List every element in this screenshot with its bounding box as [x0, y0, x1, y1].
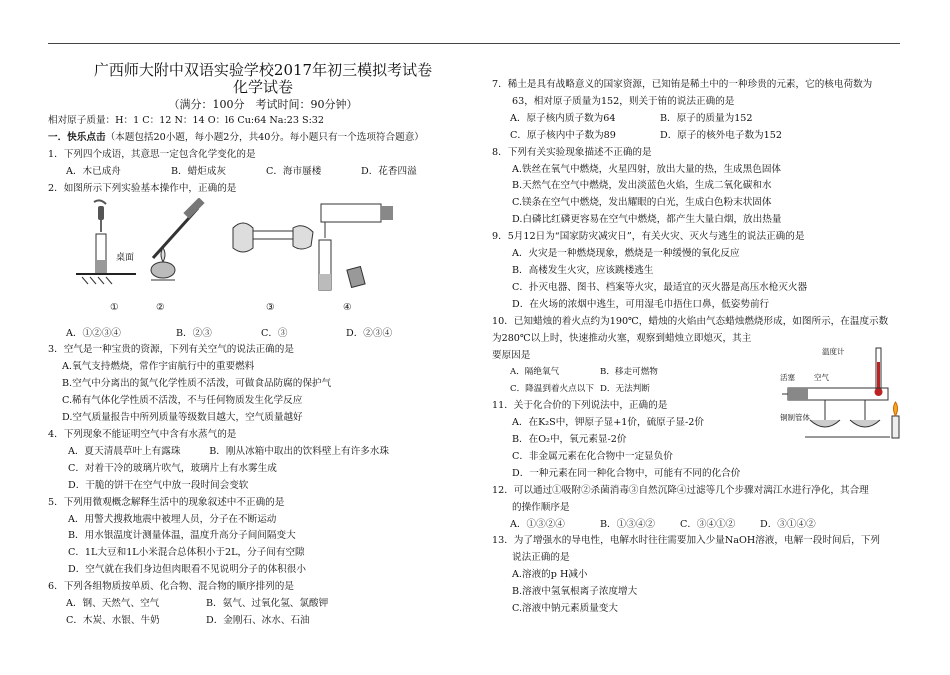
question-10-figure [780, 342, 910, 452]
question-7-stem: 7．稀土是具有战略意义的国家资源，已知铕是稀土中的一种珍贵的元素，它的核电荷数为 [492, 79, 873, 90]
option: A．火灾是一种燃烧现象，燃烧是一种缓慢的氧化反应 [512, 248, 740, 260]
hand-figure [223, 198, 323, 288]
question-10-stem-cont: 为280℃以上时，快速推动火塞，观察到蜡烛立即熄灭，其主 [492, 332, 752, 344]
question-4-stem: 4．下列现象不能证明空气中含有水蒸气的是 [48, 428, 237, 440]
tube-label: 铜制管体 [780, 413, 810, 422]
option: D．原子的核外电子数为152 [660, 129, 782, 141]
option: C．③ [261, 327, 288, 339]
heating-figure [143, 198, 223, 288]
piston-label: 活塞 [780, 373, 795, 382]
option: B．原子的质量为152 [660, 112, 753, 124]
option: C．海市蜃楼 [266, 165, 322, 177]
option: A．①③②④ [510, 518, 565, 530]
option: B．氨气、过氧化氢、氯酸钾 [206, 598, 329, 610]
option: A．隔绝氧气 [510, 367, 560, 378]
question-7-stem-cont: 63，相对原子质量为152，则关于铕的说法正确的是 [512, 95, 735, 107]
section-title: 一．快乐点击 [48, 131, 106, 143]
option: A.铁丝在氧气中燃烧，火星四射，放出大量的热，生成黑色固体 [512, 163, 782, 175]
option: D．一种元素在同一种化合物中，可能有不同的化合价 [512, 467, 741, 479]
figure-label: ④ [343, 301, 352, 313]
option: B.天然气在空气中燃烧，发出淡蓝色火焰，生成二氧化碳和水 [512, 180, 772, 192]
option: B.空气中分离出的氮气化学性质不活泼，可做食品防腐的保护气 [62, 378, 332, 390]
exam-title: 广西师大附中双语实验学校2017年初三模拟考试卷 [93, 61, 433, 79]
question-8-stem: 8．下列有关实验现象描述不正确的是 [492, 146, 652, 158]
option: A．用警犬搜救地震中被埋人员，分子在不断运动 [68, 513, 277, 525]
figure-label: ① [110, 301, 119, 313]
option: C.镁条在空气中燃烧，发出耀眼的白光，生成白色粉末状固体 [512, 197, 772, 209]
question-6-options [48, 613, 478, 630]
option: C．降温到着火点以下 [510, 384, 594, 395]
pouring-figure [313, 198, 403, 298]
option: D．空气就在我们身边但肉眼看不见说明分子的体积很小 [68, 564, 306, 576]
option: D．花香四溢 [361, 165, 417, 177]
option: A．钢、天然气、空气 [66, 598, 160, 610]
option: D.空气质量报告中所列质量等级数目越大，空气质量越好 [62, 412, 303, 424]
section-instructions: （本题包括20小题，每小题2分，共40分。每小题只有一个选项符合题意） [105, 131, 424, 143]
air-label: 空气 [814, 373, 829, 382]
question-12-stem: 12．可以通过①吸附②杀菌消毒③自然沉降④过滤等几个步骤对漓江水进行净化，其合理 [492, 484, 869, 496]
question-5-stem: 5．下列用微观概念解释生活中的现象叙述中不正确的是 [48, 496, 285, 508]
question-9-stem: 9．5月12日为“国家防灾减灾日”，有关火灾、灭火与逃生的说法正确的是 [492, 231, 805, 243]
question-10-stem-cont: 要原因是 [492, 349, 531, 361]
option: C．原子核内中子数为89 [510, 129, 616, 141]
option: C．木炭、水银、牛奶 [66, 614, 160, 626]
question-11-stem: 11．关于化合价的下列说法中，正确的是 [492, 400, 668, 412]
question-1-stem: 1．下列四个成语，其意思一定包含化学变化的是 [48, 148, 256, 160]
exam-subtitle: 化学试卷 [232, 78, 293, 96]
option: D．③①④② [760, 518, 816, 530]
option: A．①②③④ [66, 327, 121, 339]
figure-label: ③ [266, 301, 275, 313]
option: A．木已成舟 [66, 165, 121, 177]
option: B．在O₂中，氧元素显-2价 [512, 434, 627, 446]
option: D.白磷比红磷更容易在空气中燃烧，都产生大量白烟，放出热量 [512, 214, 782, 226]
exam-meta: （满分：100分 考试时间：90分钟） [168, 98, 358, 111]
option: B．用水银温度计测量体温，温度升高分子间间隔变大 [68, 530, 296, 542]
question-3-stem: 3．空气是一种宝贵的资源，下列有关空气的说法正确的是 [48, 344, 294, 356]
header-rule [48, 43, 900, 44]
option: C．对着干冷的玻璃片吹气，玻璃片上有水雾生成 [68, 462, 277, 474]
option: D．干脆的饼干在空气中放一段时间会变软 [68, 479, 249, 491]
option: A．在K₂S中，钾原子显+1价，硫原子显-2价 [512, 417, 704, 429]
question-1-options [48, 164, 478, 181]
question-2-options [48, 326, 478, 343]
option: D．②③④ [346, 327, 393, 339]
option: B．②③ [176, 327, 212, 339]
option: C.稀有气体化学性质不活泼，不与任何物质发生化学反应 [62, 395, 303, 407]
question-7-options [492, 111, 908, 128]
question-2-figures [48, 198, 478, 326]
question-6-options [48, 596, 478, 613]
option: B．高楼发生火灾，应该跳楼逃生 [512, 264, 654, 276]
question-12-stem-cont: 的操作顺序是 [512, 501, 570, 513]
question-6-stem: 6．下列各组物质按单质、化合物、混合物的顺序排列的是 [48, 581, 294, 593]
option: D．无法判断 [600, 384, 650, 395]
option: C．1L大豆和1L小米混合总体积小于2L，分子间有空隙 [68, 547, 305, 559]
thermometer-label: 温度计 [822, 347, 845, 356]
question-2-stem: 2．如图所示下列实验基本操作中，正确的是 [48, 182, 237, 194]
option: D．金刚石、冰水、石油 [206, 614, 310, 626]
section-heading [48, 130, 478, 147]
option: C.溶液中钠元素质量变大 [512, 603, 618, 615]
option: D．在火场的浓烟中逃生，可用湿毛巾捂住口鼻，低姿势前行 [512, 298, 770, 310]
question-13-stem-cont: 说法正确的是 [512, 552, 570, 564]
option: B．①③④② [600, 518, 656, 530]
question-13-stem: 13．为了增强水的导电性，电解水时往往需要加入少量NaOH溶液，电解一段时间后，下列 [492, 535, 880, 547]
left-column [48, 62, 478, 630]
atomic-masses: 相对原子质量：H：1 C：12 N：14 O：l6 Cu:64 Na:23 S:32 [48, 115, 325, 126]
question-7-options [492, 128, 908, 145]
option: A．原子核内质子数为64 [510, 112, 616, 124]
figure-label: ② [156, 301, 165, 313]
option: C．③④①② [680, 518, 736, 530]
option: C．扑灭电器、图书、档案等火灾，最适宜的灭火器是高压水枪灭火器 [512, 281, 808, 293]
option: B．蜡炬成灰 [171, 165, 227, 177]
question-12-options [492, 517, 908, 534]
desk-label: 桌面 [116, 252, 135, 263]
option: B.溶液中氢氧根离子浓度增大 [512, 586, 638, 598]
option: B．移走可燃物 [600, 367, 658, 378]
question-10-stem: 10．已知蜡烛的着火点约为190℃，蜡烛的火焰由气态蜡烛燃烧形成，如图所示，在温度示数 [492, 315, 889, 327]
option: A.溶液的p H减小 [512, 569, 588, 581]
option: A．夏天清晨草叶上有露珠 B．刚从冰箱中取出的饮料壁上有许多水珠 [68, 445, 389, 457]
option: A.氧气支持燃烧，常作宇宙航行中的重要燃料 [62, 361, 255, 373]
option: C．非金属元素在化合物中一定显负价 [512, 450, 673, 462]
